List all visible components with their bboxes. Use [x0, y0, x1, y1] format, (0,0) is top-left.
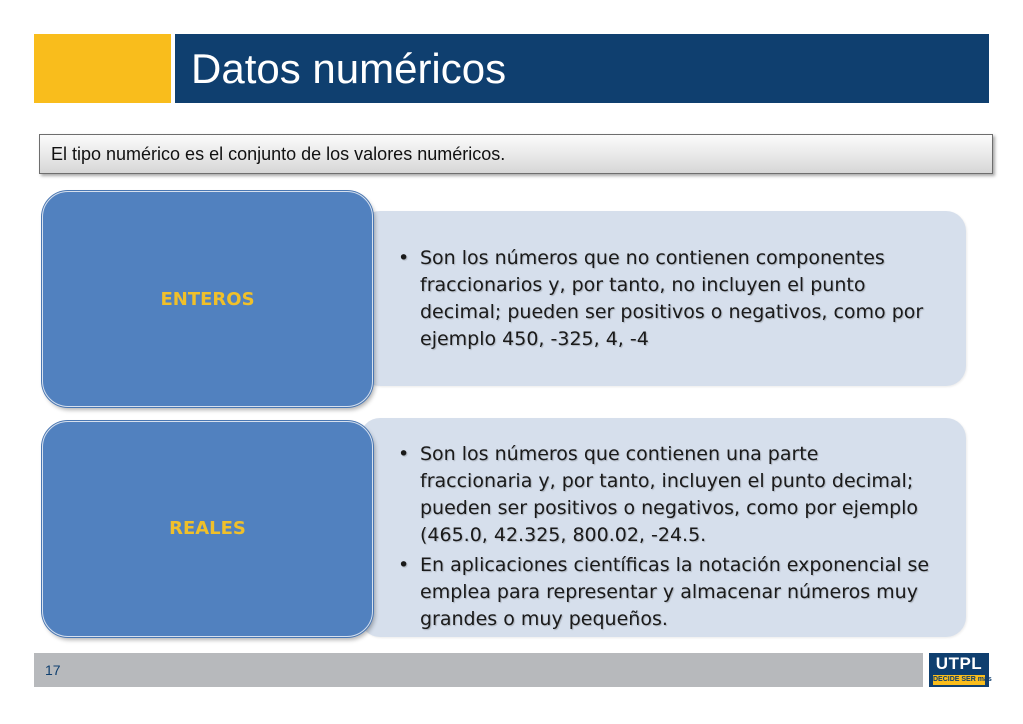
card-reales-label: REALES: [169, 518, 246, 539]
card-reales-content: [360, 418, 966, 637]
footer-bar: [34, 653, 923, 687]
title-accent-block: [34, 34, 171, 103]
card-enteros-bullets: [396, 245, 926, 353]
page-number: 17: [45, 662, 61, 678]
bullet-item: • Son los números que no contienen componentes fraccionarios y, por tanto, no incluyen el punto decimal; pueden ser positivos o negativos, como por ejemplo 450, -325, 4, -4: [396, 245, 926, 353]
intro-text: El tipo numérico es el conjunto de los valores numéricos.: [51, 144, 506, 164]
logo-name: UTPL: [935, 654, 983, 673]
card-enteros-label: ENTEROS: [160, 289, 255, 310]
card-enteros-content: [360, 211, 966, 386]
card-reales-bullets: [396, 441, 936, 633]
title-bar: [175, 34, 989, 103]
intro-box: [39, 134, 993, 174]
bullet-item: • Son los números que contienen una parte fraccionaria y, por tanto, incluyen el punto decimal; pueden ser positivos o negativos, como por ejemplo (465.0, 42.325, 800.02, -24.5.: [396, 441, 936, 549]
bullet-item: • En aplicaciones científicas la notación exponencial se emplea para representar y almacenar números muy grandes o muy pequeños.: [396, 552, 936, 633]
logo-tagline: DECIDE SER más: [933, 676, 992, 683]
card-enteros-label-box: [42, 191, 373, 407]
card-reales-label-box: [42, 421, 373, 637]
slide-title: Datos numéricos: [191, 45, 507, 92]
utpl-logo: [929, 653, 992, 687]
